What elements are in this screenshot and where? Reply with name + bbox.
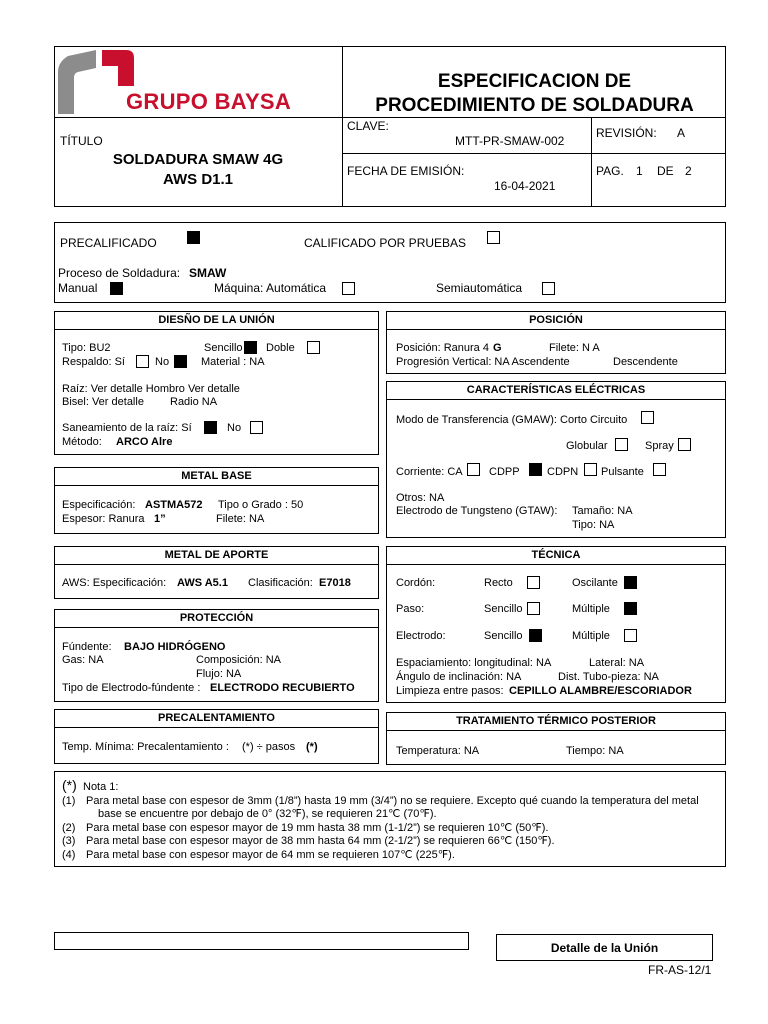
precalentamiento-temp-label: Temp. Mínima: Precalentamiento : [62,741,229,753]
electricas-globular: Globular [566,440,608,452]
cdpn-checkbox[interactable] [584,463,597,476]
proteccion-gas: Gas: NA [62,654,104,666]
globular-checkbox[interactable] [615,438,628,451]
tecnica-recto: Recto [484,577,513,589]
union-doble-checkbox[interactable] [307,341,320,354]
electricas-cdpn: CDPN [547,466,579,478]
titulo-line2: AWS D1.1 [162,171,234,188]
tecnica-limpieza-value: CEPILLO ALAMBRE/ESCORIADOR [509,685,692,697]
oscilante-checkbox[interactable] [624,576,637,589]
semi-label: Semiautomática [436,281,523,295]
proteccion-fundente-label: Fúndente: [62,641,112,653]
recto-checkbox[interactable] [527,576,540,589]
notas-title: Nota 1: [83,781,119,793]
header-hline-left [54,117,343,118]
header-hline-right2 [342,153,726,154]
union-respaldo-no-checkbox[interactable] [174,355,187,368]
proteccion-title: PROTECCIÓN [55,610,378,628]
nota3-num: (3) [62,835,76,847]
electricas-corriente: Corriente: CA [396,466,463,478]
precalentamiento-title: PRECALENTAMIENTO [55,710,378,728]
tecnica-sencillo2: Sencillo [484,630,523,642]
manual-checkbox[interactable] [110,282,123,295]
company-name: GRUPO BAYSA [126,89,292,114]
precalificado-checkbox[interactable] [187,231,200,244]
ca-checkbox[interactable] [467,463,480,476]
tecnica-angulo: Ángulo de inclinación: NA [396,671,522,683]
nota2: Para metal base con espesor mayor de 19 mm hasta 38 mm (1-1/2”) se requieren 10℃ (50℉). [86,822,549,834]
pag-label: PAG. [596,164,624,178]
tecnica-cordon: Cordón: [396,577,436,589]
nota4: Para metal base con espesor mayor de 64 mm se requieren 107℃ (225℉). [86,849,455,861]
metal-aporte-clasif-value: E7018 [319,577,351,589]
tecnica-electrodo: Electrodo: [396,630,446,642]
electricas-tamano: Tamaño: NA [572,505,633,517]
nota3: Para metal base con espesor mayor de 38 mm hasta 64 mm (2-1/2”) se requieren 66℃ (150℉). [86,835,555,847]
precalentamiento-temp-mid: (*) ÷ pasos [242,741,296,753]
titulo-label: TÍTULO [60,134,103,148]
union-metodo-label: Método: [62,436,102,448]
posicion-title: POSICIÓN [387,312,725,330]
union-title: DIESÑO DE LA UNIÓN [55,312,378,330]
tecnica-multiple: Múltiple [572,603,610,615]
form-code: FR-AS-12/1 [648,963,712,977]
metal-base-espesor-value: 1” [154,513,166,525]
paso-sencillo-checkbox[interactable] [527,602,540,615]
metal-base-espesor-label: Espesor: Ranura [62,513,145,525]
union-radio: Radio NA [170,396,218,408]
maquina-checkbox[interactable] [342,282,355,295]
union-doble-label: Doble [266,342,295,354]
posicion-label: Posición: Ranura 4 [396,342,489,354]
semi-checkbox[interactable] [542,282,555,295]
union-material: Material : NA [201,356,265,368]
union-saneamiento-si-checkbox[interactable] [204,421,217,434]
union-saneamiento-label: Saneamiento de la raíz: Sí [62,422,192,434]
spray-checkbox[interactable] [678,438,691,451]
pag-value: 1 [636,164,643,178]
proteccion-flujo: Flujo: NA [196,668,242,680]
union-sencillo-checkbox[interactable] [244,341,257,354]
fecha-label: FECHA DE EMISIÓN: [347,164,465,178]
proteccion-composicion: Composición: NA [196,654,281,666]
precalificado-label: PRECALIFICADO [60,236,157,250]
doc-title-line2: PROCEDIMIENTO DE SOLDADURA [375,95,694,116]
company-logo [56,48,340,116]
metal-base-espec-value: ASTMA572 [145,499,203,511]
tecnica-sencillo: Sencillo [484,603,523,615]
proteccion-fundente-value: BAJO HIDRÓGENO [124,641,226,653]
tecnica-espaciamiento: Espaciamiento: longitudinal: NA [396,657,552,669]
titulo-value [54,150,342,190]
metal-aporte-title: METAL DE APORTE [55,547,378,565]
metal-base-title: METAL BASE [55,468,378,486]
electricas-tipo: Tipo: NA [572,519,615,531]
union-no2-label: No [227,422,242,434]
posicion-filete: Filete: N A [549,342,600,354]
titulo-line1: SOLDADURA SMAW 4G [112,151,284,168]
notas-star: (*) [62,777,77,793]
de-value: 2 [685,164,692,178]
electricas-title: CARACTERÍSTICAS ELÉCTRICAS [387,382,725,400]
nota2-num: (2) [62,822,76,834]
corto-circuito-checkbox[interactable] [641,411,654,424]
header-vline-rev [591,117,592,207]
union-no-label: No [155,356,170,368]
electricas-modo: Modo de Transferencia (GMAW): Corto Circuito [396,414,628,426]
signature-box [54,932,469,950]
metal-aporte-clasif-label: Clasificación: [248,577,313,589]
calificado-label: CALIFICADO POR PRUEBAS [304,236,467,250]
electricas-tungsteno: Electrodo de Tungsteno (GTAW): [396,505,558,517]
precalentamiento-temp-end: (*) [306,741,318,753]
metal-base-espec-label: Especificación: [62,499,136,511]
detalle-label: Detalle de la Unión [550,941,659,955]
electrodo-sencillo-checkbox[interactable] [529,629,542,642]
clave-value: MTT-PR-SMAW-002 [455,134,565,148]
electrodo-multiple-checkbox[interactable] [624,629,637,642]
detalle-box [496,934,713,961]
union-raiz: Raíz: Ver detalle Hombro Ver detalle [62,383,240,395]
proteccion-electrodo-value: ELECTRODO RECUBIERTO [210,682,355,694]
nota1-line-b: base se encuentre por debajo de 0° (32℉), se requieren 21℃ (70℉). [98,808,437,820]
proceso-value: SMAW [189,266,227,280]
pulsante-checkbox[interactable] [653,463,666,476]
electricas-spray: Spray [645,440,674,452]
tecnica-limpieza-label: Limpieza entre pasos: [396,685,504,697]
union-respaldo-label: Respaldo: Sí [62,356,125,368]
nota1-line-a: Para metal base con espesor de 3mm (1/8”) hasta 19 mm (3/4”) no se requiere. Excepto qué cuando la temperatura del metal [86,795,699,807]
proceso-label: Proceso de Soldadura: [58,266,181,280]
tratamiento-tiempo: Tiempo: NA [566,745,624,757]
metal-aporte-section [54,546,379,599]
revision-value: A [677,126,686,140]
metal-aporte-aws-value: AWS A5.1 [177,577,228,589]
cdpp-checkbox[interactable] [529,463,542,476]
clave-label: CLAVE: [347,119,389,133]
electricas-otros: Otros: NA [396,492,445,504]
posicion-g: G [493,342,502,354]
proteccion-electrodo-label: Tipo de Electrodo-fúndente : [62,682,201,694]
electricas-cdpp: CDPP [489,466,520,478]
posicion-descendente: Descendente [613,356,678,368]
tecnica-oscilante: Oscilante [572,577,618,589]
calificado-checkbox[interactable] [487,231,500,244]
nota1-num: (1) [62,795,76,807]
nota4-num: (4) [62,849,76,861]
revision-label: REVISIÓN: [596,126,657,140]
tecnica-multiple2: Múltiple [572,630,610,642]
tecnica-dist: Dist. Tubo-pieza: NA [558,671,659,683]
tecnica-lateral: Lateral: NA [589,657,645,669]
metal-base-tipo-grado: Tipo o Grado : 50 [218,499,304,511]
union-saneamiento-no-checkbox[interactable] [250,421,263,434]
tratamiento-title: TRATAMIENTO TÉRMICO POSTERIOR [387,713,725,731]
union-tipo: Tipo: BU2 [62,342,111,354]
fecha-value: 16-04-2021 [494,179,556,193]
union-sencillo-label: Sencillo [204,342,243,354]
doc-title-line1: ESPECIFICACION DE [437,71,632,92]
general-block [54,222,726,303]
doc-title [343,70,726,118]
maquina-label: Máquina: Automática [214,281,327,295]
paso-multiple-checkbox[interactable] [624,602,637,615]
tecnica-paso: Paso: [396,603,425,615]
de-label: DE [657,164,674,178]
union-respaldo-si-checkbox[interactable] [136,355,149,368]
union-metodo-value: ARCO Alre [116,436,173,448]
precalentamiento-section [54,709,379,764]
tratamiento-temperatura: Temperatura: NA [396,745,480,757]
metal-aporte-aws-label: AWS: Especificación: [62,577,167,589]
union-bisel: Bisel: Ver detalle [62,396,144,408]
manual-label: Manual [58,281,98,295]
tecnica-title: TÉCNICA [387,547,725,565]
metal-base-filete: Filete: NA [216,513,265,525]
electricas-pulsante: Pulsante [601,466,644,478]
posicion-progresion: Progresión Vertical: NA Ascendente [396,356,570,368]
